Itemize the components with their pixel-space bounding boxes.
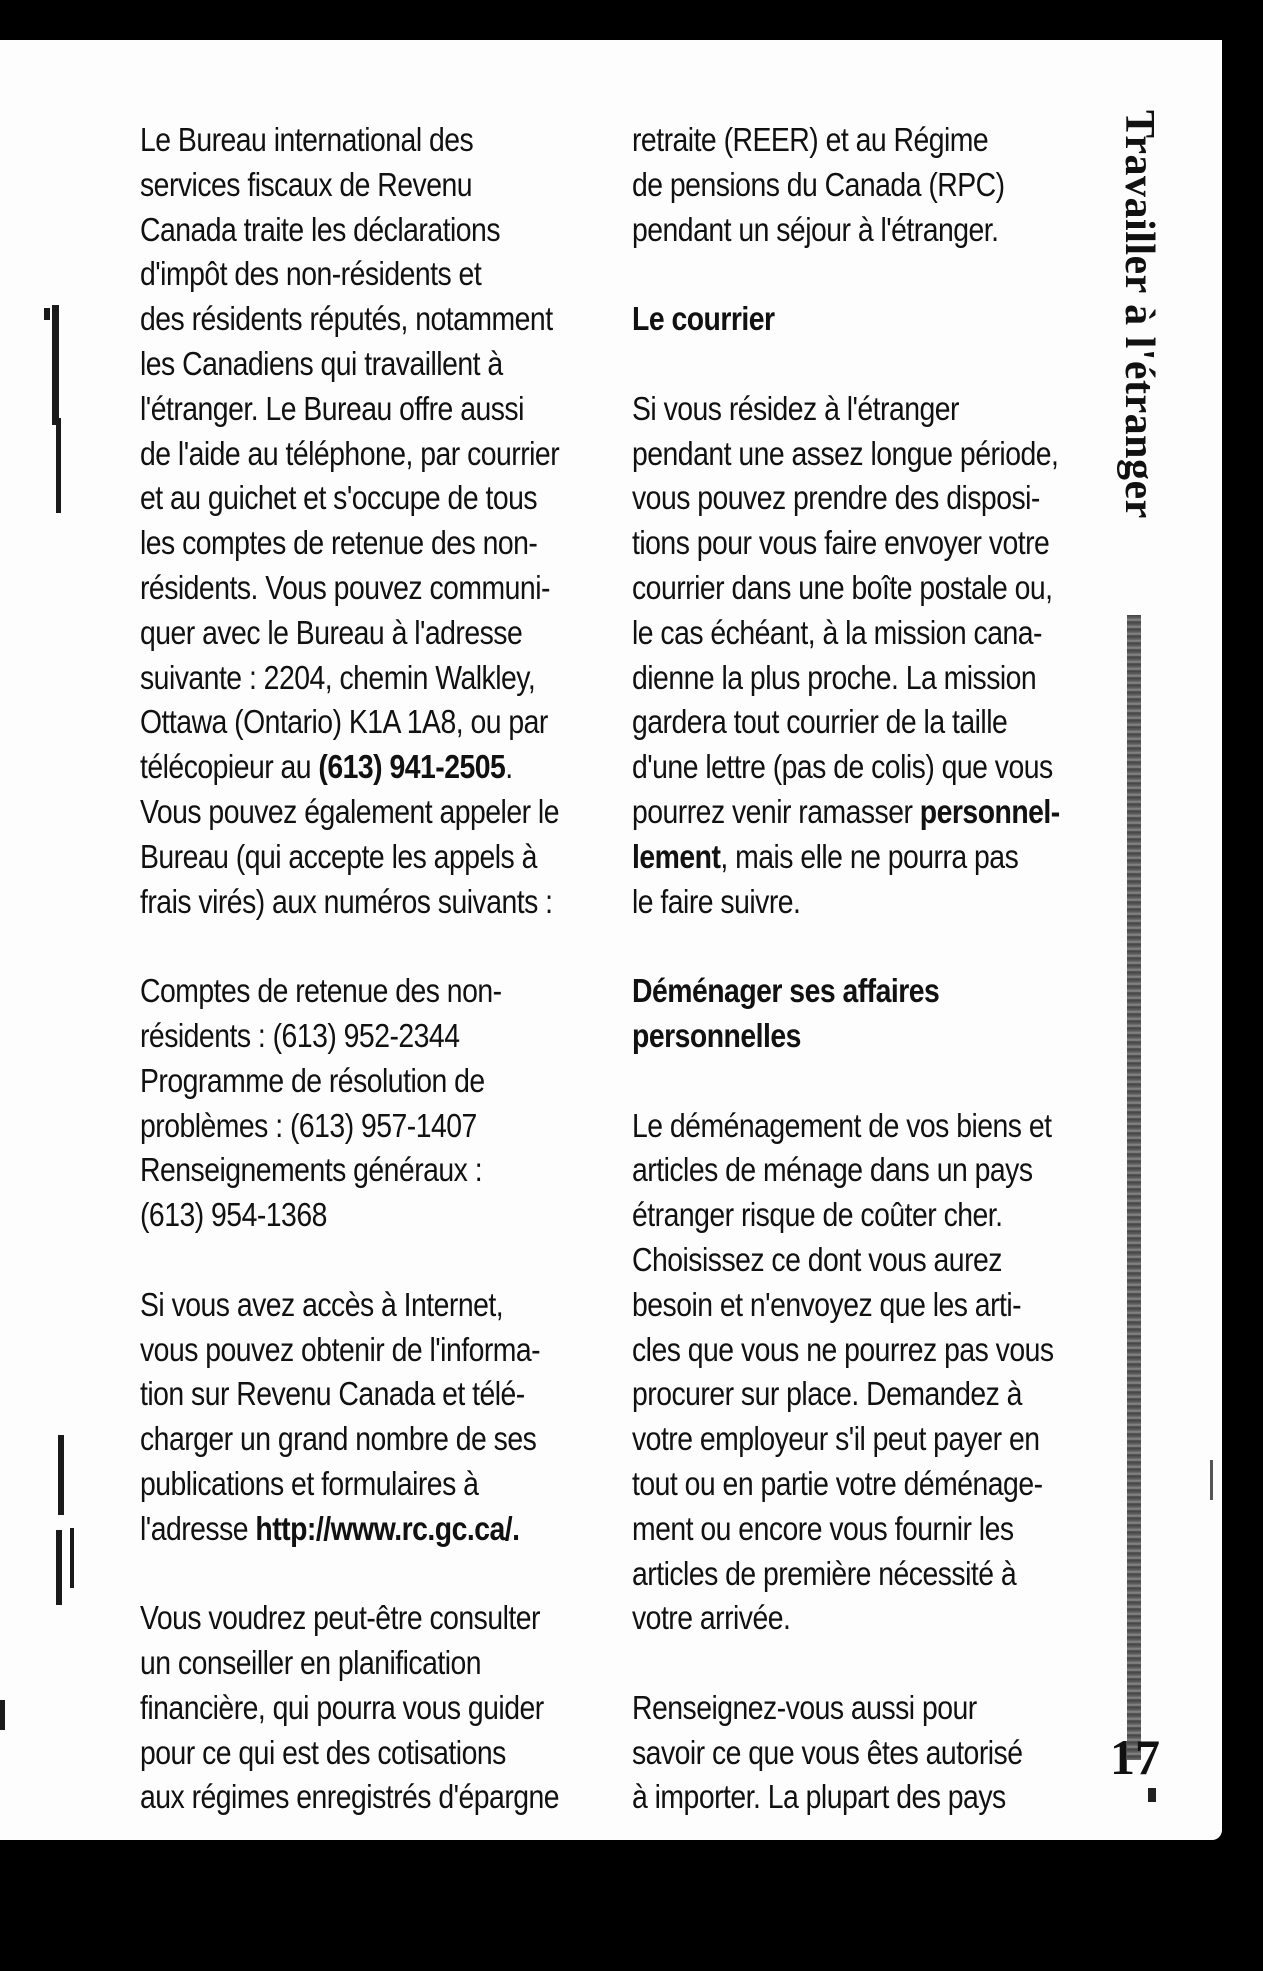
website-url: http://www.rc.gc.ca/. bbox=[255, 1509, 520, 1547]
binding-mark bbox=[56, 1530, 62, 1605]
internet-paragraph bbox=[140, 1283, 592, 1552]
bureau-paragraph-tail: . Vous pouvez également appeler le Bureau (qui accepte les appels à frais virés) aux numéros suivants : bbox=[140, 748, 559, 920]
right-column bbox=[632, 118, 1084, 1865]
running-head-rule bbox=[1127, 615, 1141, 1760]
binding-mark bbox=[1210, 1460, 1213, 1500]
page-number: 17 bbox=[1110, 1729, 1160, 1785]
running-head-title: Travailler à l'étranger bbox=[1116, 110, 1162, 519]
running-head bbox=[1105, 110, 1169, 1760]
bureau-paragraph bbox=[140, 118, 592, 924]
binding-mark bbox=[58, 1435, 64, 1515]
page-number-mark bbox=[1148, 1788, 1156, 1802]
binding-mark bbox=[52, 305, 59, 425]
document-page bbox=[0, 40, 1222, 1840]
mail-paragraph-tail: , mais elle ne pourra pas le faire suivre. bbox=[632, 837, 1019, 920]
binding-mark bbox=[44, 308, 50, 320]
mail-emphasis: personnel- lement bbox=[632, 792, 1060, 875]
import-paragraph: Renseignez-vous aussi pour savoir ce que vous êtes autorisé à importer. La plupart des pays bbox=[632, 1688, 1023, 1816]
bureau-paragraph-text: Le Bureau international des services fiscaux de Revenu Canada traite les déclarations d'impôt des non-résidents et des résidents réputés, notamment les Canadiens qui travaillent à l'étranger. Le Bureau offre aussi de l'aide au téléphone, par courrier et au guichet et s'occupe de tous les comptes de retenue des non- résidents. Vous pouvez communi- quer avec le Bureau à l'adresse suivante : 2204, chemin Walkley, Ottawa (Ontario) K1A 1A8, ou par télécopieur au bbox=[140, 121, 560, 786]
advisor-paragraph: Vous voudrez peut-être consulter un conseiller en planification financière, qui pourra vous guider pour ce qui est des cotisations aux régimes enregistrés d'épargne bbox=[140, 1599, 560, 1816]
mail-paragraph bbox=[632, 387, 1084, 925]
rrsp-continuation-paragraph: retraite (REER) et au Régime de pensions du Canada (RPC) pendant un séjour à l'étranger. bbox=[632, 121, 1005, 248]
fax-number: (613) 941-2505 bbox=[318, 748, 506, 786]
binding-mark bbox=[0, 1700, 5, 1730]
mail-paragraph-text: Si vous résidez à l'étranger pendant une assez longue période, vous pouvez prendre des disposi- tions pour vous faire envoyer votre courrier dans une boîte postale ou, le cas échéant, à la mission cana- dienne la plus proche. La mission gardera tout courrier de la taille d'une lettre (pas de colis) que vous pourrez venir ramasser bbox=[632, 389, 1059, 830]
phone-numbers-paragraph: Comptes de retenue des non- résidents : (613) 952-2344 Programme de résolution de problèmes : (613) 957-1407 Renseignements généraux : (613) 954-1368 bbox=[140, 972, 502, 1234]
binding-mark bbox=[56, 418, 61, 513]
binding-mark bbox=[70, 1528, 74, 1588]
internet-paragraph-text: Si vous avez accès à Internet, vous pouvez obtenir de l'informa- tion sur Revenu Canada et télé- charger un grand nombre de ses publications et formulaires à l'adresse bbox=[140, 1285, 541, 1547]
left-column bbox=[140, 118, 592, 1865]
moving-heading: Déménager ses affaires personnelles bbox=[632, 972, 940, 1054]
moving-paragraph: Le déménagement de vos biens et articles de ménage dans un pays étranger risque de coûter cher. Choisissez ce dont vous aurez besoin et n'envoyez que les arti- cles que vous ne pourrez pas vous procurer sur place. Demandez à votre employeur s'il peut payer en tout ou en partie votre déménage- ment ou encore vous fournir les articles de première nécessité à votre arrivée. bbox=[632, 1106, 1054, 1637]
mail-heading: Le courrier bbox=[632, 300, 775, 338]
